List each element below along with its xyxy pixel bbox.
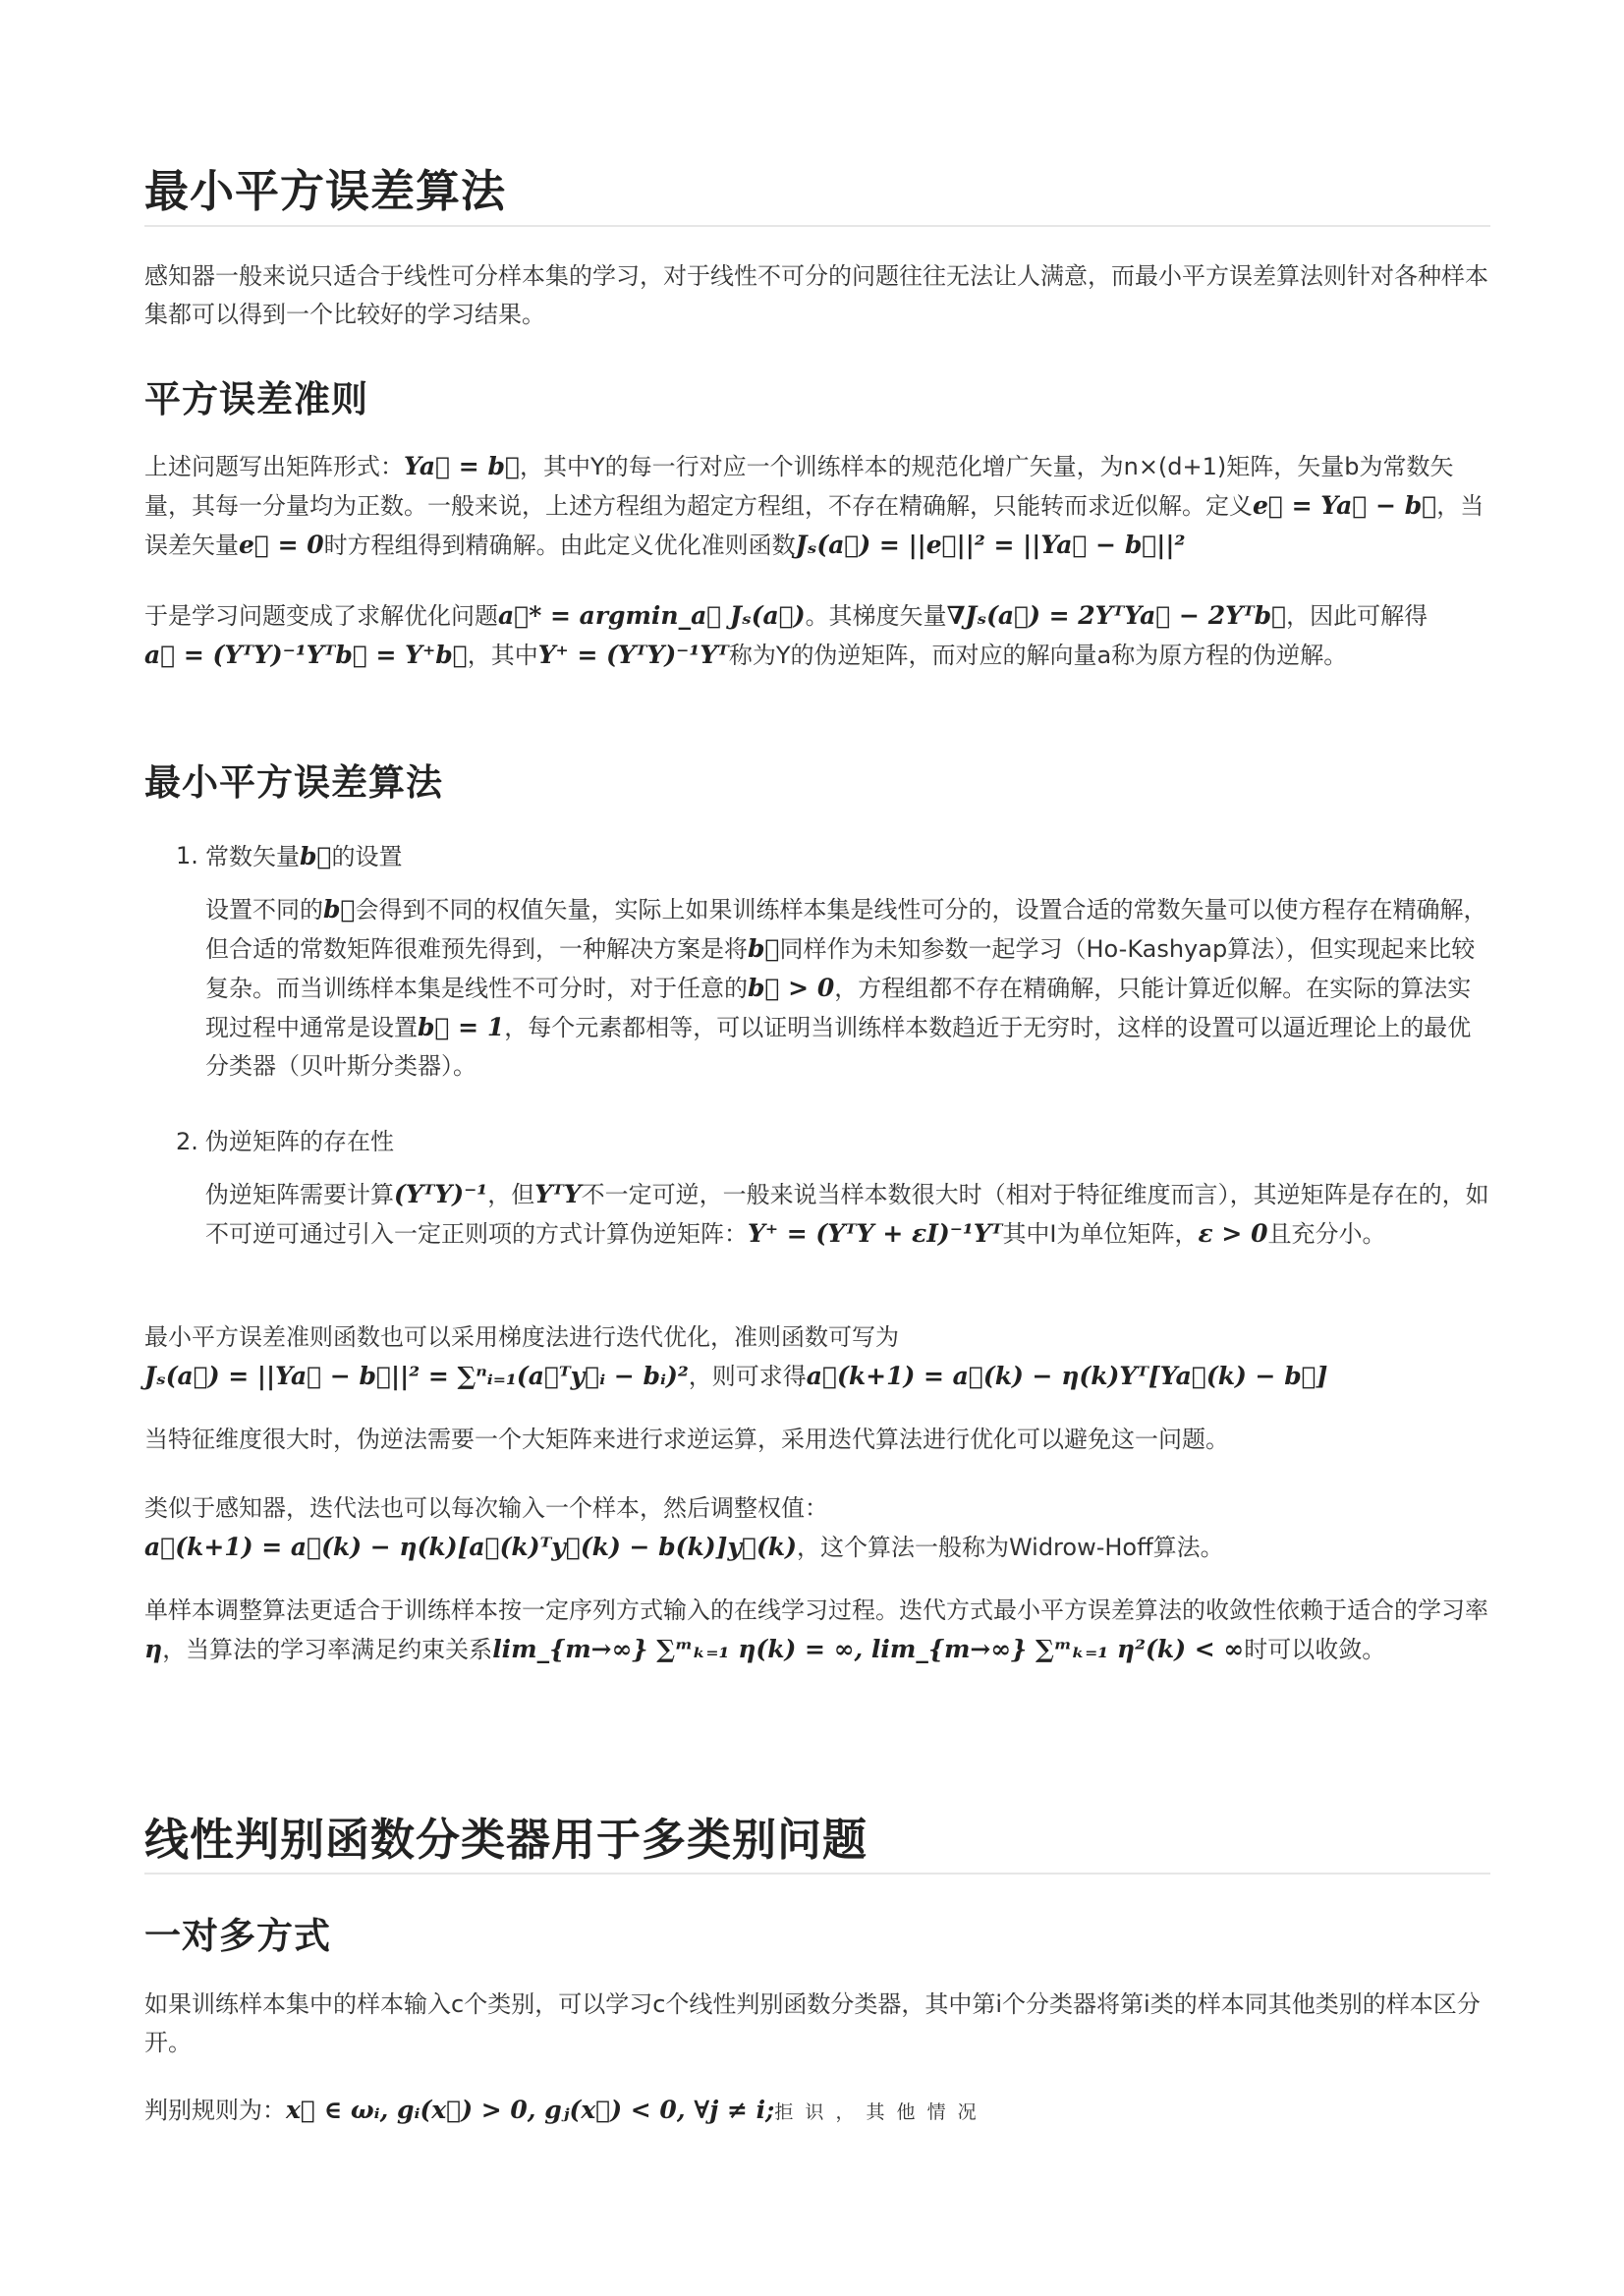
pseudo-inverse-paragraph: 于是学习问题变成了求解优化问题a⃗* = argmin_a⃗ Jₛ(a⃗)。其梯度矢量∇Jₛ(a⃗) = 2YᵀYa⃗ − 2Yᵀb⃗，因此可解得a⃗ = (YᵀY)⁻¹Yᵀb⃗ = Y⁺b⃗，其中Y⁺ = (YᵀY)⁻¹Yᵀ称为Y的伪逆矩阵，而对应的解向量a称为原方程的伪逆解。 bbox=[144, 601, 1428, 669]
math-decision-rule: x⃗ ∈ ωᵢ, gᵢ(x⃗) > 0, gⱼ(x⃗) < 0, ∀j ≠ i; bbox=[286, 2096, 775, 2124]
section-title-multiclass: 线性判别函数分类器用于多类别问题 bbox=[144, 1814, 868, 1866]
list-item-title-2: 伪逆矩阵的存在性 bbox=[205, 1128, 394, 1155]
title-divider bbox=[144, 225, 1490, 227]
math-pseudo-inverse: Y⁺ = (YᵀY)⁻¹Yᵀ bbox=[537, 641, 729, 669]
list-item-title-1: 常数矢量b⃗的设置 bbox=[205, 842, 403, 870]
list-number-1: 1. bbox=[176, 842, 198, 869]
section-title-one-vs-rest: 一对多方式 bbox=[144, 1915, 331, 1957]
math-widrow-hoff: a⃗(k+1) = a⃗(k) − η(k)[a⃗(k)ᵀy⃗(k) − b(k)]y⃗(k) bbox=[144, 1533, 797, 1561]
criterion-paragraph: 上述问题写出矩阵形式：Ya⃗ = b⃗，其中Y的每一行对应一个训练样本的规范化增广矢量，为n×(d+1)矩阵，矢量b为常数矢量，其每一分量均为正数。一般来说，上述方程组为超定方程组，不存在精确解，只能转而求近似解。定义e⃗ = Ya⃗ − b⃗，当误差矢量e⃗ = 0时方程组得到精确解。由此定义优化准则函数Jₛ(a⃗) = ||e⃗||² = ||Ya⃗ − b⃗||² bbox=[144, 452, 1484, 559]
convergence-paragraph: 单样本调整算法更适合于训练样本按一定序列方式输入的在线学习过程。迭代方式最小平方误差算法的收敛性依赖于适合的学习率η，当算法的学习率满足约束关系lim_{m→∞} ∑ᵐₖ₌₁ η(k) = ∞, lim_{m→∞} ∑ᵐₖ₌₁ η²(k) < ∞时可以收敛。 bbox=[144, 1596, 1488, 1663]
decision-rule-paragraph: 判别规则为：x⃗ ∈ ωᵢ, gᵢ(x⃗) > 0, gⱼ(x⃗) < 0, ∀j ≠ i;拒 识 ， 其 他 情 况 bbox=[144, 2096, 980, 2124]
title-divider-2 bbox=[144, 1873, 1490, 1875]
single-sample-paragraph: 类似于感知器，迭代法也可以每次输入一个样本，然后调整权值： a⃗(k+1) = a⃗(k) − η(k)[a⃗(k)ᵀy⃗(k) − b(k)]y⃗(k)，这个算法一般称为Widrow-Hoff算法。 bbox=[144, 1494, 1224, 1561]
math-criterion-sum: Jₛ(a⃗) = ||Ya⃗ − b⃗||² = ∑ⁿᵢ₌₁(a⃗ᵀy⃗ᵢ − bᵢ)² bbox=[144, 1362, 689, 1390]
section-title-lms: 最小平方误差算法 bbox=[144, 165, 507, 217]
math-update-rule: a⃗(k+1) = a⃗(k) − η(k)Yᵀ[Ya⃗(k) − b⃗] bbox=[806, 1362, 1328, 1390]
math-error-def: e⃗ = Ya⃗ − b⃗ bbox=[1253, 491, 1437, 520]
list-number-2: 2. bbox=[176, 1128, 198, 1155]
math-solution: a⃗ = (YᵀY)⁻¹Yᵀb⃗ = Y⁺b⃗ bbox=[144, 641, 468, 669]
large-dimension-paragraph: 当特征维度很大时，伪逆法需要一个大矩阵来进行求逆运算，采用迭代算法进行优化可以避免这一问题。 bbox=[144, 1426, 1229, 1453]
math-criterion-function: Jₛ(a⃗) = ||e⃗||² = ||Ya⃗ − b⃗||² bbox=[795, 531, 1186, 559]
math-matrix-form: Ya⃗ = b⃗ bbox=[404, 452, 520, 480]
list-item-body-1: 设置不同的b⃗会得到不同的权值矢量，实际上如果训练样本集是线性可分的，设置合适的常数矢量可以使方程存在精确解，但合适的常数矩阵很难预先得到，一种解决方案是将b⃗同样作为未知参数一起学习（Ho-Kashyap算法），但实现起来比较复杂。而当训练样本集是线性不可分时，对于任意的b⃗ > 0，方程组都不存在精确解，只能计算近似解。在实际的算法实现过程中通常是设置b⃗ = 1，每个元素都相等，可以证明当训练样本数趋近于无穷时，这样的设置可以逼近理论上的最优分类器（贝叶斯分类器）。 bbox=[205, 895, 1487, 1080]
math-convergence-condition: lim_{m→∞} ∑ᵐₖ₌₁ η(k) = ∞, lim_{m→∞} ∑ᵐₖ₌₁ η²(k) < ∞ bbox=[492, 1635, 1245, 1663]
one-vs-rest-paragraph: 如果训练样本集中的样本输入c个类别，可以学习c个线性判别函数分类器，其中第i个分类器将第i类的样本同其他类别的样本区分开。 bbox=[144, 1990, 1481, 2056]
math-gradient: ∇Jₛ(a⃗) = 2YᵀYa⃗ − 2Yᵀb⃗ bbox=[946, 601, 1287, 630]
intro-paragraph: 感知器一般来说只适合于线性可分样本集的学习，对于线性不可分的问题往往无法让人满意，而最小平方误差算法则针对各种样本集都可以得到一个比较好的学习结果。 bbox=[144, 262, 1488, 328]
section-title-lms-algorithm: 最小平方误差算法 bbox=[144, 761, 443, 804]
math-error-zero: e⃗ = 0 bbox=[239, 531, 324, 559]
gradient-iteration-paragraph: 最小平方误差准则函数也可以采用梯度法进行迭代优化，准则函数可写为 Jₛ(a⃗) = ||Ya⃗ − b⃗||² = ∑ⁿᵢ₌₁(a⃗ᵀy⃗ᵢ − bᵢ)²，则可求得a⃗(k+1) = a⃗(k) − η(k)Yᵀ[Ya⃗(k) − b⃗] bbox=[144, 1323, 1328, 1390]
math-argmin: a⃗* = argmin_a⃗ Jₛ(a⃗) bbox=[498, 601, 806, 630]
list-item-body-2: 伪逆矩阵需要计算(YᵀY)⁻¹，但YᵀY不一定可逆，一般来说当样本数很大时（相对于特征维度而言），其逆矩阵是存在的，如不可逆可通过引入一定正则项的方式计算伪逆矩阵：Y⁺ = (YᵀY + εI)⁻¹Yᵀ其中I为单位矩阵，ε > 0且充分小。 bbox=[205, 1180, 1489, 1248]
section-title-square-error-criterion: 平方误差准则 bbox=[144, 378, 368, 420]
